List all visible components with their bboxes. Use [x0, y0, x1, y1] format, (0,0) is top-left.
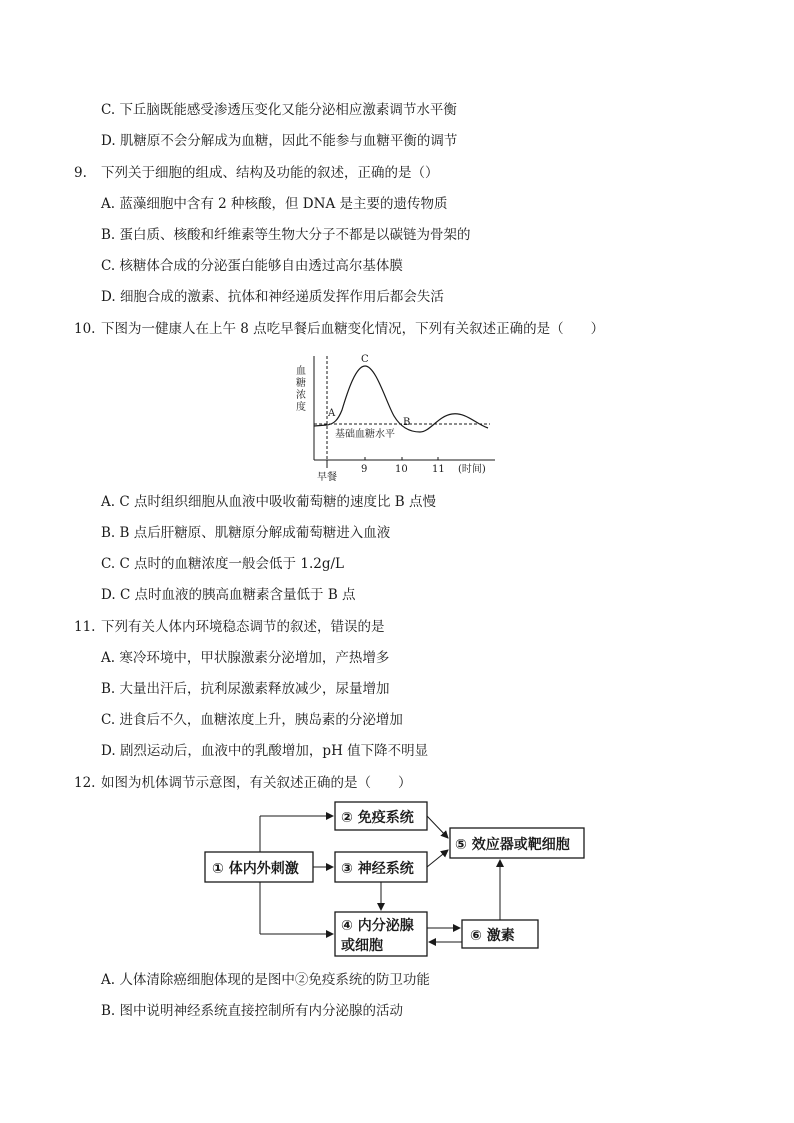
y-axis-label-4: 度 — [296, 402, 306, 413]
x-tick-11: 11 — [432, 464, 445, 475]
box-nervous-label: ③ 神经系统 — [341, 861, 414, 877]
q11-option-d: D. 剧烈运动后，血液中的乳酸增加，pH 值下降不明显 — [101, 743, 429, 759]
q10-option-c: C. C 点时的血糖浓度一般会低于 1.2g/L — [101, 556, 344, 572]
q8-option-c: C. 下丘脑既能感受渗透压变化又能分泌相应激素调节水平衡 — [101, 102, 457, 118]
point-a-label: A — [328, 408, 336, 419]
breakfast-label: 早餐 — [317, 472, 337, 482]
q9-option-c: C. 核糖体合成的分泌蛋白能够自由透过高尔基体膜 — [101, 258, 403, 274]
q9-option-b: B. 蛋白质、核酸和纤维素等生物大分子不都是以碳链为骨架的 — [101, 227, 471, 243]
box-stimulus-label: ① 体内外刺激 — [212, 861, 299, 877]
box-endocrine-label-1: ④ 内分泌腺 — [341, 918, 414, 934]
point-c-label: C — [361, 354, 369, 365]
q11-option-a: A. 寒冷环境中，甲状腺激素分泌增加，产热增多 — [101, 650, 390, 666]
q12-option-a: A. 人体清除癌细胞体现的是图中②免疫系统的防卫功能 — [101, 972, 430, 988]
glucose-curve — [314, 366, 488, 432]
baseline-label: 基础血糖水平 — [335, 429, 395, 440]
y-axis-label-2: 糖 — [296, 378, 306, 389]
point-b-label: B — [403, 417, 411, 428]
x-tick-9: 9 — [361, 464, 368, 475]
regulation-diagram — [200, 800, 595, 960]
q10-option-a: A. C 点时组织细胞从血液中吸收葡萄糖的速度比 B 点慢 — [101, 494, 436, 510]
box-hormone-label: ⑥ 激素 — [470, 928, 515, 944]
y-axis-label-1: 血 — [296, 366, 306, 377]
q8-option-d: D. 肌糖原不会分解成为血糖，因此不能参与血糖平衡的调节 — [101, 133, 458, 149]
q12-option-b: B. 图中说明神经系统直接控制所有内分泌腺的活动 — [101, 1003, 404, 1019]
box-endocrine-label-2: 或细胞 — [341, 938, 383, 954]
y-axis-label-3: 浓 — [296, 390, 306, 401]
q10-option-b: B. B 点后肝糖原、肌糖原分解成葡萄糖进入血液 — [101, 525, 391, 541]
box-effector-label: ⑤ 效应器或靶细胞 — [455, 837, 570, 853]
q11-option-c: C. 进食后不久，血糖浓度上升，胰岛素的分泌增加 — [101, 712, 403, 728]
x-tick-10: 10 — [395, 464, 408, 475]
q10-option-d: D. C 点时血液的胰高血糖素含量低于 B 点 — [101, 587, 356, 603]
x-axis-unit: (时间) — [458, 464, 486, 475]
q9-option-d: D. 细胞合成的激素、抗体和神经递质发挥作用后都会失活 — [101, 289, 444, 305]
q11-option-b: B. 大量出汗后，抗利尿激素释放减少，尿量增加 — [101, 681, 390, 697]
blood-glucose-figure — [290, 352, 500, 482]
q9-option-a: A. 蓝藻细胞中含有 2 种核酸，但 DNA 是主要的遗传物质 — [101, 196, 448, 212]
box-immune-label: ② 免疫系统 — [341, 810, 414, 826]
